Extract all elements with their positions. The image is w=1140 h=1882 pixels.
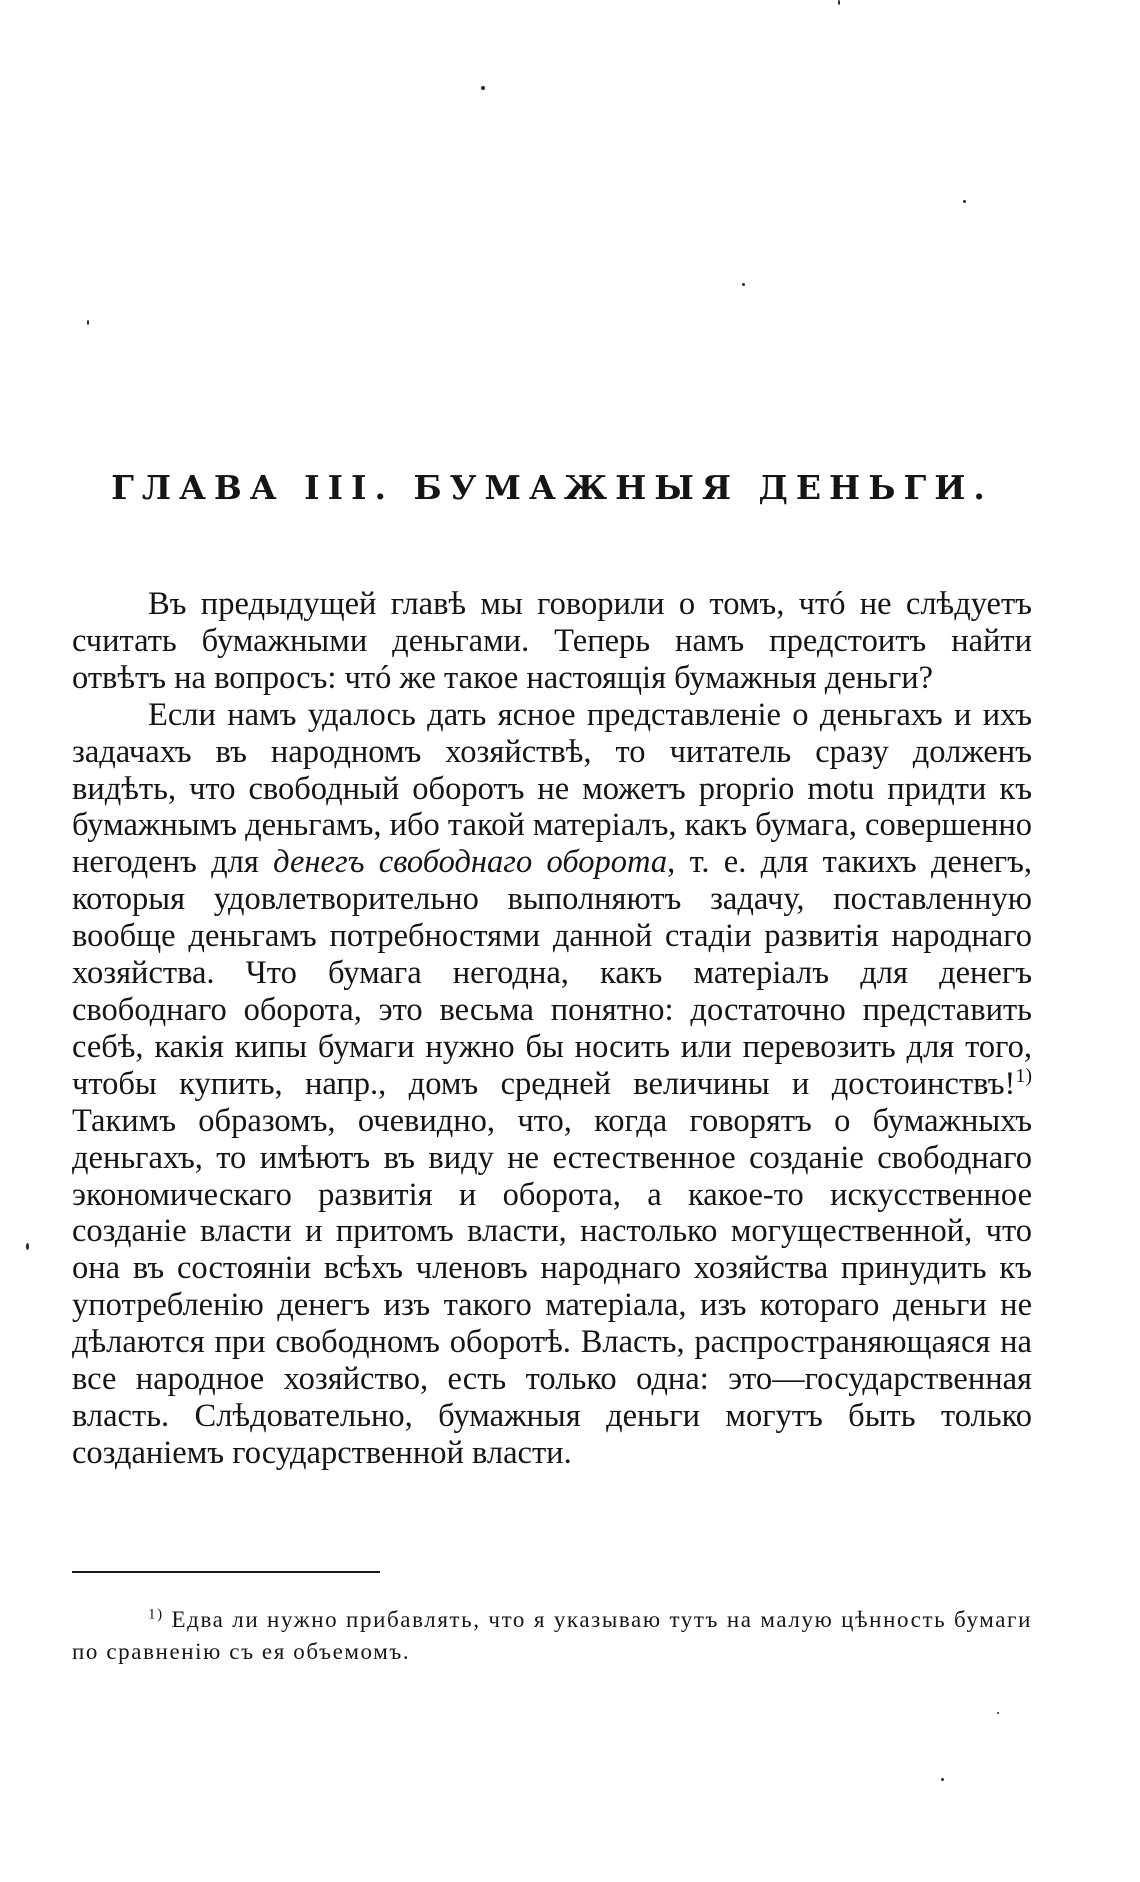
paragraph-text: , т. е. для такихъ денегъ, которыя удовлетворительно выполняютъ задачу, поставленную вообще деньгамъ потребностями данной стадіи развитія народнаго хозяйства. Что бумага негодна, какъ матеріалъ для денегъ свободнаго оборота, это весьма понятно: достаточно представить себѣ, какія кипы бумаги нужно бы носить или перевозить для того, чтобы купить, напр., домъ средней величины и достоинствъ!	[72, 844, 1033, 1102]
paragraph-text: Если намъ удалось дать ясное представленіе о деньгахъ и ихъ задачахъ въ народномъ хозяйствѣ, то читатель сразу долженъ видѣть, что свободный оборотъ не можетъ proprio motu придти къ бумажнымъ деньгамъ, ибо такой матеріалъ, какъ бумага, совершенно негоденъ для	[72, 696, 1033, 881]
footnote-reference: 1)	[1015, 1064, 1032, 1087]
footnote-mark: 1)	[148, 1606, 164, 1623]
paragraph-text: Такимъ образомъ, очевидно, что, когда говорятъ о бумажныхъ деньгахъ, то имѣютъ въ виду не естественное созданіе свободнаго экономическаго развитія и оборота, а какое-то искусственное созданіе власти и притомъ власти, настолько могущественной, что она въ состояніи всѣхъ членовъ народнаго хозяйства принудить къ употребленію денегъ изъ такого матеріала, изъ котораго деньги не дѣлаются при свободномъ оборотѣ. Власть, распространяющаяся на все народное хозяйство, есть только одна: это—государственная власть. Слѣдовательно, бумажныя деньги могутъ быть только созданіемъ государственной власти.	[72, 1102, 1032, 1471]
paragraph	[72, 697, 1032, 1472]
scan-speck	[963, 200, 966, 203]
scan-speck	[481, 86, 485, 90]
scan-speck	[997, 1712, 999, 1714]
scan-speck	[742, 283, 745, 286]
footnote-text: Едва ли нужно прибавлять, что я указываю тутъ на малую цѣнность бумаги по сравненію съ ея объемомъ.	[72, 1607, 1032, 1664]
scan-speck	[87, 320, 89, 325]
scan-speck	[941, 1778, 944, 1781]
footnote	[72, 1604, 1032, 1668]
paragraph: Въ предыдущей главѣ мы говорили о томъ, чтó не слѣдуетъ считать бумажными деньгами. Теперь намъ предстоитъ найти отвѣтъ на вопросъ: чтó же такое настоящія бумажныя деньги?	[72, 586, 1032, 696]
chapter-title: ГЛАВА III. БУМАЖНЫЯ ДЕНЬГИ.	[111, 468, 993, 507]
italic-phrase: денегъ свободнаго оборота	[273, 844, 668, 881]
footnote-divider	[72, 1571, 380, 1573]
main-text	[72, 586, 1032, 1472]
scan-speck	[838, 0, 840, 5]
scan-speck	[26, 1243, 29, 1250]
